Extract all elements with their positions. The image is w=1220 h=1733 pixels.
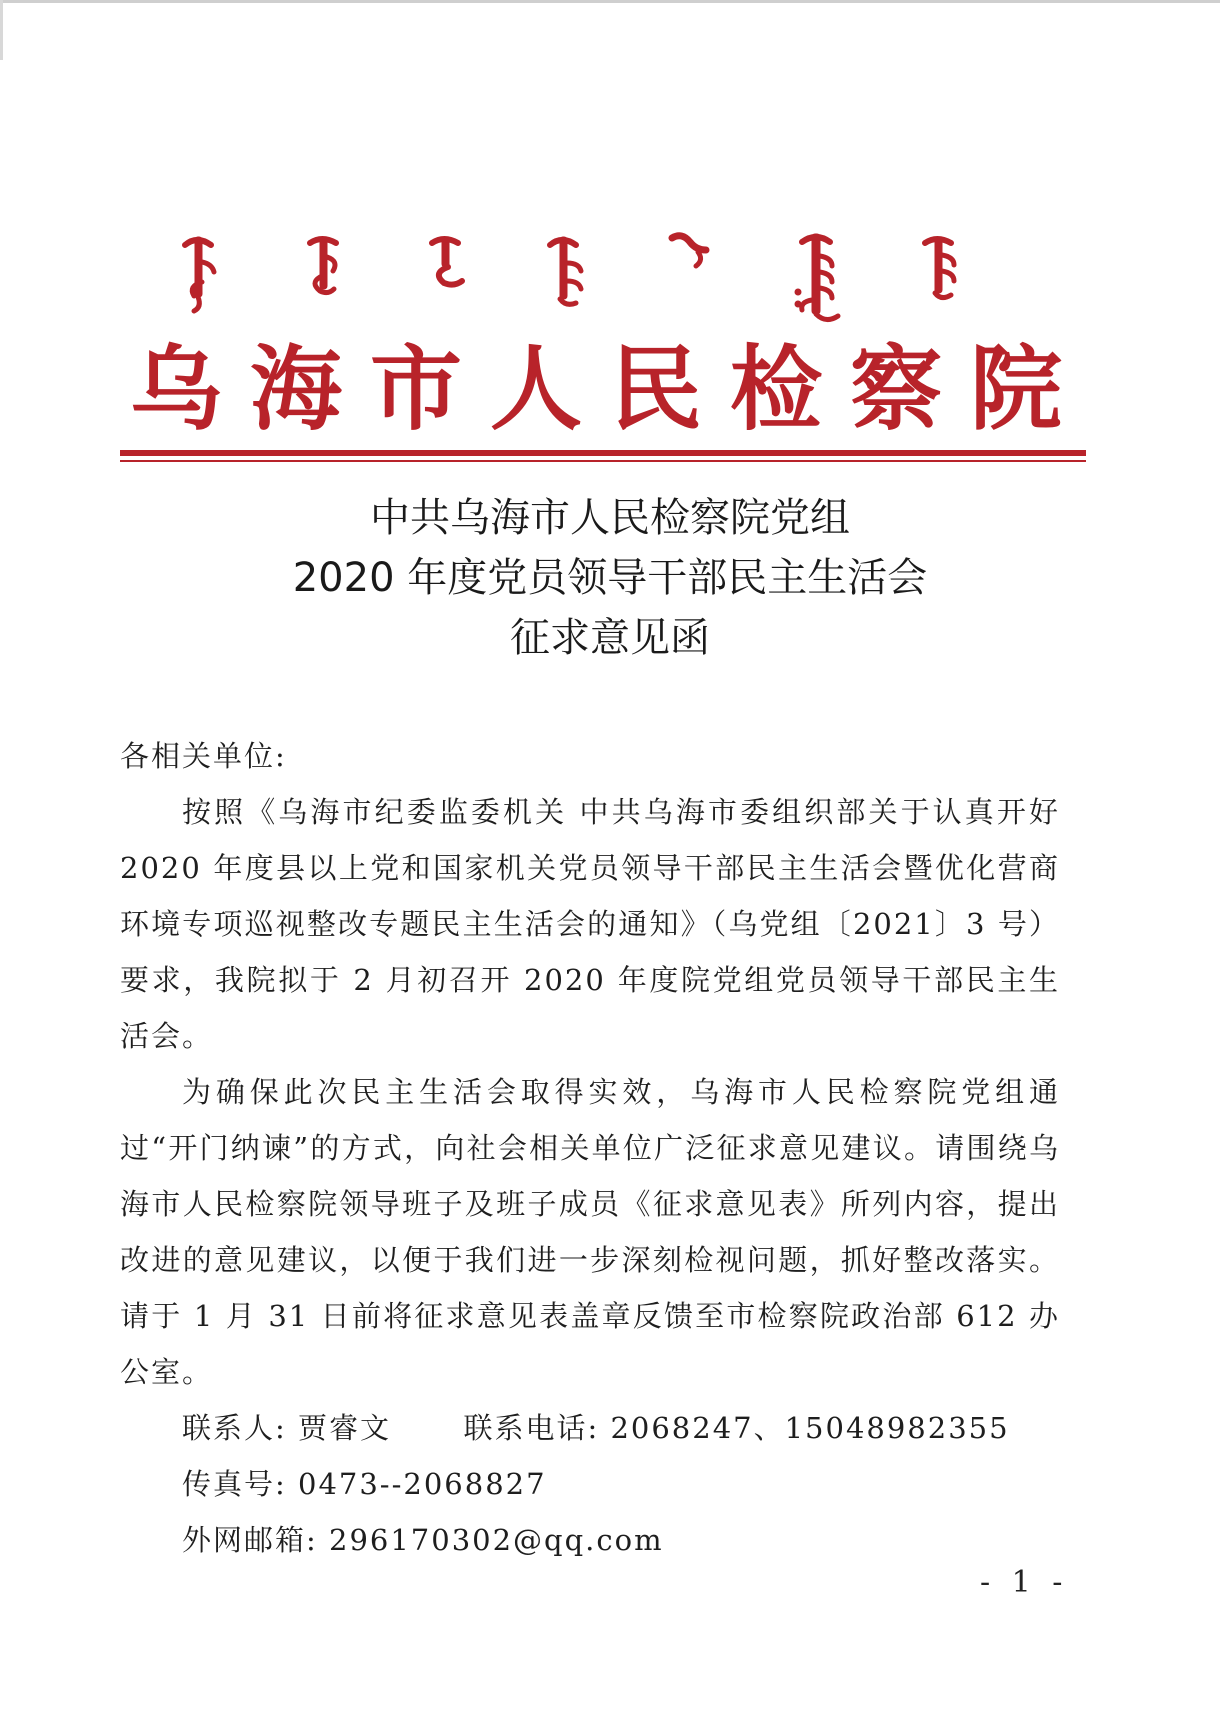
document-body <box>120 728 1060 1568</box>
org-header-title: 乌海市人民检察院 <box>129 336 1090 443</box>
fax-label: 传真号: <box>182 1467 287 1501</box>
document-title <box>120 488 1100 668</box>
title-line: 中共乌海市人民检察院党组 <box>370 495 850 541</box>
scan-edge <box>0 0 1220 3</box>
header-rule-thin <box>120 460 1086 462</box>
fax-value: 0473--2068827 <box>298 1467 547 1501</box>
mongolian-script-header <box>160 232 1060 342</box>
contact-phone-value: 2068247、15048982355 <box>610 1411 1010 1445</box>
paragraph: 为确保此次民主生活会取得实效，乌海市人民检察院党组通过“开门纳谏”的方式，向社会相关单位广泛征求意见建议。请围绕乌海市人民检察院领导班子及班子成员《征求意见表》所列内容，提出改进的意见建议，以便于我们进一步深刻检视问题，抓好整改落实。请于 1 月 31 日前将征求意见表盖章反馈至市检察院政治部 612 办公室。 <box>120 1075 1060 1389</box>
contact-line <box>120 1400 1060 1456</box>
page-number: - 1 - <box>980 1565 1069 1600</box>
title-line: 征求意见函 <box>510 615 710 661</box>
email-value: 296170302@qq.com <box>329 1523 664 1557</box>
mongolian-script-glyphs <box>160 232 1060 342</box>
contact-person-name: 贾睿文 <box>298 1411 392 1445</box>
title-line: 2020 年度党员领导干部民主生活会 <box>292 555 928 601</box>
header-rule-thick <box>120 450 1086 456</box>
scan-edge <box>0 0 3 60</box>
fax-line <box>120 1456 1060 1512</box>
contact-person-label: 联系人: <box>182 1411 287 1445</box>
contact-phone-label: 联系电话: <box>463 1411 600 1445</box>
email-line <box>120 1512 1060 1568</box>
salutation: 各相关单位: <box>120 739 287 773</box>
paragraph: 按照《乌海市纪委监委机关 中共乌海市委组织部关于认真开好 2020 年度县以上党和国家机关党员领导干部民主生活会暨优化营商环境专项巡视整改专题民主生活会的通知》（乌党组〔2021〕3 号）要求，我院拟于 2 月初召开 2020 年度院党组党员领导干部民主生活会。 <box>120 795 1060 1053</box>
email-label: 外网邮箱: <box>182 1523 318 1557</box>
